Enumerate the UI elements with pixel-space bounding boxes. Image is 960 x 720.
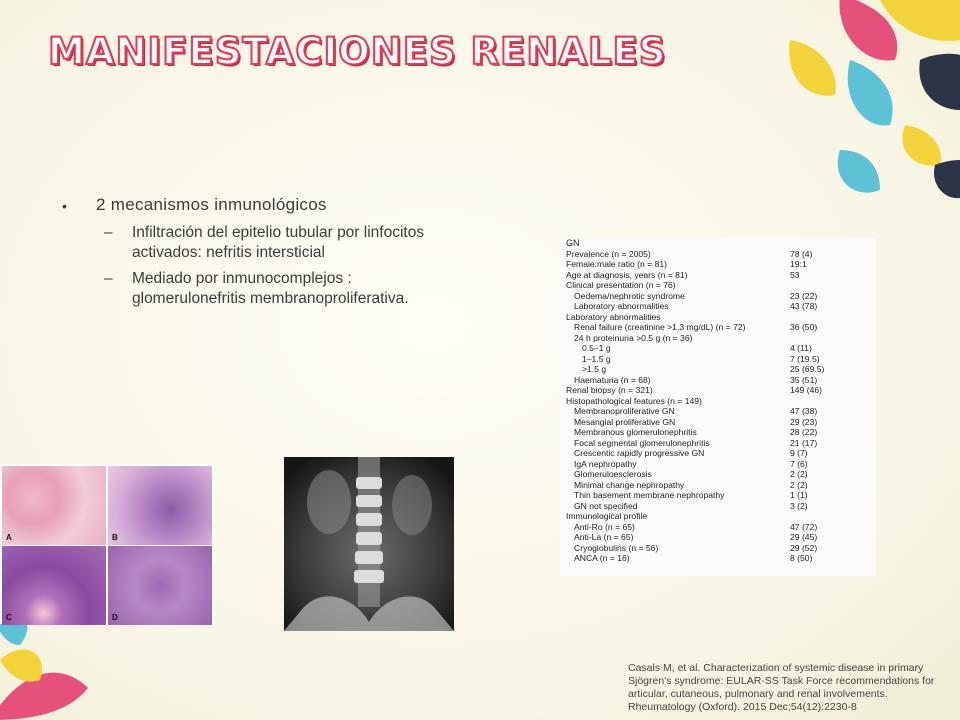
table-row-value: 43 (78) (790, 301, 818, 311)
table-row (560, 270, 876, 281)
table-row-value: 2 (2) (790, 479, 808, 490)
table-row (560, 238, 876, 249)
table-row-label: Prevalence (n = 2005) (566, 248, 651, 259)
histology-image (0, 464, 214, 624)
panel-label: B (112, 533, 118, 542)
table-row (560, 543, 876, 554)
histology-panel-b (108, 466, 212, 545)
table-row-label: Renal failure (creatinine >1.3 mg/dL) (n = 72) (574, 322, 746, 332)
table-row (560, 501, 876, 512)
table-row-value: 29 (23) (790, 416, 818, 427)
table-row (560, 364, 876, 375)
table-row-label: Thin basement membrane nephropathy (574, 490, 725, 500)
table-row (560, 459, 876, 470)
table-row (560, 291, 876, 302)
table-row-value: 3 (2) (790, 500, 808, 511)
decorative-petals-right (690, 0, 960, 200)
table-row (560, 532, 876, 543)
table-row-label: Minimal change nephropathy (574, 479, 685, 490)
renal-data-table (560, 238, 876, 576)
table-row-value: 29 (52) (790, 542, 818, 553)
sub-bullet-text: Infiltración del epitelio tubular por linfocitos activados: nefritis intersticial (132, 224, 425, 261)
table-row-value: 7 (19.5) (790, 353, 820, 364)
sub-bullet (104, 269, 432, 309)
table-row-label: Haematuria (n = 68) (574, 374, 651, 385)
table-row (560, 511, 876, 522)
table-row-label: Renal biopsy (n = 321) (566, 385, 653, 395)
histology-panel-d (108, 546, 212, 625)
table-row (560, 343, 876, 354)
table-row (560, 354, 876, 365)
table-row-label: ANCA (n = 16) (574, 553, 630, 563)
table-row-value: 21 (17) (790, 437, 818, 448)
table-row (560, 553, 876, 564)
table-row (560, 448, 876, 459)
table-row-label: Glomeruloesclerosis (574, 469, 652, 479)
citation-text: Casals M, et al. Characterization of systemic disease in primary Sjögren's syndrome: EULAR-SS Task Force recommendations for articular, cutaneous, pulmonary and renal involvements. Rheumatology (Oxford). 2015 Dec;54(12):2230-8 (628, 662, 935, 713)
table-row (560, 301, 876, 312)
histology-panel-a (2, 466, 106, 545)
table-row-label: Anti-La (n = 65) (574, 532, 634, 542)
table-row (560, 490, 876, 501)
table-row (560, 469, 876, 480)
table-row-value: 1 (1) (790, 490, 808, 500)
table-row (560, 312, 876, 323)
table-row-label: 0.5–1 g (582, 343, 611, 353)
table-row-value: 23 (22) (790, 290, 818, 301)
table-row-value: 28 (22) (790, 427, 818, 437)
xray-figure (284, 457, 454, 631)
table-row-label: GN not specified (574, 500, 638, 511)
table-row-value: 25 (69.5) (790, 364, 825, 374)
histology-panel-c (2, 546, 106, 625)
table-row (560, 385, 876, 396)
bullet-main (62, 195, 432, 217)
table-row-label: Histopathological features (n = 149) (566, 395, 702, 406)
table-row-label: Clinical presentation (n = 76) (566, 280, 676, 290)
table-row (560, 322, 876, 333)
table-row-label: Laboratory abnormalities (574, 301, 669, 311)
table-row-value: 9 (7) (790, 448, 808, 458)
table-row-label: Mesangial proliferative GN (574, 416, 676, 427)
table-row-label: Female:male ratio (n = 81) (566, 259, 668, 269)
table-row (560, 280, 876, 291)
table-row (560, 406, 876, 417)
table-row-label: Laboratory abnormalities (566, 311, 661, 322)
table-row-label: Membranous glomerulonephritis (574, 427, 697, 437)
table-row-value: 149 (46) (790, 385, 823, 395)
table-row (560, 396, 876, 407)
panel-label: A (6, 533, 12, 542)
table-row (560, 522, 876, 533)
panel-label: D (112, 613, 118, 622)
table-row-label: GN (566, 238, 580, 248)
table-row-label: 24 h proteinuria >0.5 g (n = 36) (574, 332, 693, 343)
xray-image (284, 457, 454, 631)
table-row (560, 333, 876, 344)
table-row-value: 7 (6) (790, 458, 808, 469)
sub-bullet-dash: – (104, 224, 113, 241)
table-row-value: 4 (11) (790, 343, 812, 353)
sub-bullet-text: Mediado por inmunocomplejos : glomerulonefritis membranoproliferativa. (132, 270, 409, 307)
sub-bullet-dash: – (104, 270, 113, 287)
table-row-value: 36 (50) (790, 322, 818, 332)
table-row-label: Age at diagnosis, years (n = 81) (566, 269, 688, 280)
panel-label: C (6, 613, 12, 622)
bullet-dot: • (62, 198, 68, 214)
table-row-label: 1–1.5 g (582, 353, 611, 364)
slide-title: MANIFESTACIONES RENALES (48, 30, 667, 73)
table-row-label: IgA nephropathy (574, 458, 637, 469)
table-row (560, 438, 876, 449)
table-row (560, 417, 876, 428)
table-row-label: Oedema/nephrotic syndrome (574, 290, 685, 301)
table-row-value: 47 (72) (790, 521, 818, 532)
table-row (560, 259, 876, 270)
table-row-label: Cryoglobulins (n = 56) (574, 542, 659, 553)
table-row-label: Anti-Ro (n = 65) (574, 521, 635, 532)
table-row (560, 480, 876, 491)
table-row-label: Immunological profile (566, 511, 648, 521)
table-row-value: 8 (50) (790, 553, 813, 563)
table-row-label: Focal segmental glomerulonephritis (574, 437, 710, 448)
table-row-value: 53 (790, 269, 800, 280)
table-row-label: Crescentic rapidly progressive GN (574, 448, 705, 458)
table-row-value: 29 (45) (790, 532, 818, 542)
sub-bullet (104, 223, 432, 263)
table-row-value: 19:1 (790, 259, 807, 269)
table-row (560, 249, 876, 260)
table-row-label: Membranoproliferative GN (574, 406, 675, 416)
table-row-value: 78 (4) (790, 248, 813, 259)
table-row-value: 35 (51) (790, 374, 818, 385)
table-row (560, 427, 876, 438)
bullet-main-text: 2 mecanismos inmunológicos (96, 195, 327, 214)
citation (598, 662, 958, 714)
bullet-list (62, 195, 432, 309)
table-row-label: >1.5 g (582, 364, 607, 374)
table-row-value: 2 (2) (790, 469, 808, 479)
table-row-value: 47 (38) (790, 406, 818, 416)
table-row (560, 375, 876, 386)
